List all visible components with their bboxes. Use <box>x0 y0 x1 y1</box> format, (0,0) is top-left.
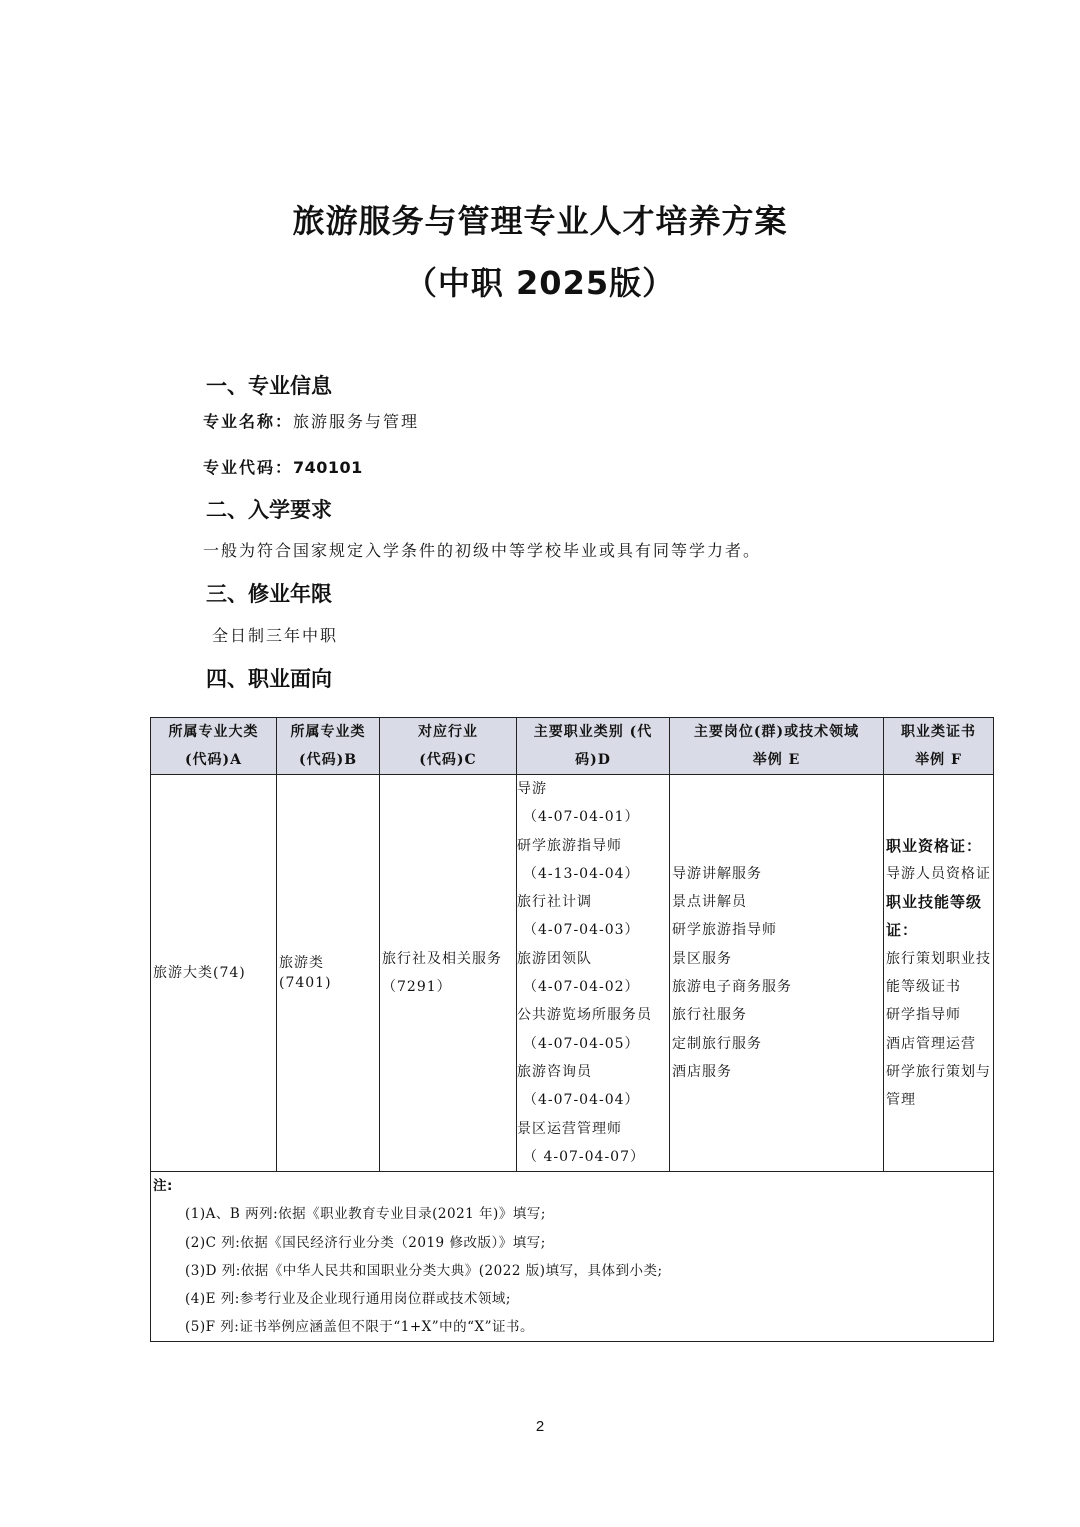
occupation-code: （4-07-04-03） <box>523 922 640 939</box>
cell-industry <box>380 775 517 1172</box>
occupation-code: （4-07-04-02） <box>523 979 640 996</box>
note-item: (1)A、B 两列:依据《职业教育专业目录(2021 年)》填写; <box>185 1206 546 1223</box>
post-item: 景点讲解员 <box>672 894 747 911</box>
header-line: 举例 E <box>752 752 801 768</box>
duration-text: 全日制三年中职 <box>212 626 339 645</box>
post-item: 研学旅游指导师 <box>672 922 777 939</box>
header-line: 码)D <box>575 752 611 768</box>
header-major-category <box>151 718 277 775</box>
header-line: (代码)C <box>419 752 477 768</box>
note-item: (3)D 列:依据《中华人民共和国职业分类大典》(2022 版)填写，具体到小类; <box>185 1262 663 1279</box>
notes-list <box>151 1200 993 1341</box>
header-line: 职业类证书 <box>901 724 976 740</box>
certificate-item: 酒店管理运营 <box>886 1035 976 1052</box>
header-line: 主要职业类别 (代 <box>533 724 653 740</box>
occupation-code: （4-07-04-05） <box>523 1035 640 1052</box>
major-class-name: 旅游类 <box>279 955 324 972</box>
post-item: 定制旅行服务 <box>672 1035 762 1052</box>
table-row <box>151 775 994 1172</box>
header-line: 所属专业类 <box>290 724 366 740</box>
header-line: 主要岗位(群)或技术领域 <box>693 724 860 740</box>
certificate-item: 研学指导师 <box>886 1007 961 1024</box>
major-name-line <box>203 409 419 432</box>
major-code-line <box>203 455 363 478</box>
cell-major-category <box>151 775 277 1172</box>
document-subtitle: （中职 2025版） <box>404 264 676 302</box>
section-heading-duration: 三、修业年限 <box>206 582 332 606</box>
notes-row <box>151 1172 994 1342</box>
header-line: 对应行业 <box>418 724 478 740</box>
certificate-category: 职业资格证： <box>886 836 983 855</box>
header-industry <box>380 718 517 775</box>
post-item: 景区服务 <box>672 950 732 967</box>
section-heading-major-info: 一、专业信息 <box>206 374 332 398</box>
occupation-code: （4-07-04-04） <box>523 1092 640 1109</box>
header-line: 举例 F <box>915 752 962 768</box>
major-name-label: 专业名称： <box>203 412 294 431</box>
post-item: 旅行社服务 <box>672 1007 747 1024</box>
industry-code: （7291） <box>382 979 452 996</box>
cell-occupations <box>517 775 670 1172</box>
header-posts <box>670 718 884 775</box>
section-heading-career: 四、职业面向 <box>206 667 332 691</box>
occupation-name: 导游 <box>517 781 547 797</box>
section-heading-admission: 二、入学要求 <box>206 498 332 522</box>
major-name-value: 旅游服务与管理 <box>293 412 420 431</box>
admission-text: 一般为符合国家规定入学条件的初级中等学校毕业或具有同等学力者。 <box>203 541 762 560</box>
major-category-text: 旅游大类(74) <box>153 964 246 981</box>
occupation-name: 公共游览场所服务员 <box>517 1007 652 1024</box>
occupation-list <box>517 775 669 1171</box>
note-item: (5)F 列:证书举例应涵盖但不限于“1+X”中的“X”证书。 <box>185 1319 535 1336</box>
certificate-item: 研学旅行策划与管理 <box>886 1063 991 1109</box>
header-occupation <box>517 718 670 775</box>
note-item: (4)E 列:参考行业及企业现行通用岗位群或技术领域; <box>185 1290 511 1307</box>
notes-cell <box>151 1172 994 1342</box>
document-title: 旅游服务与管理专业人才培养方案 <box>292 202 788 240</box>
certificate-item: 导游人员资格证 <box>886 865 991 882</box>
certificate-item: 旅行策划职业技能等级证书 <box>886 950 991 996</box>
industry-name: 旅行社及相关服务 <box>382 951 502 968</box>
occupation-name: 景区运营管理师 <box>517 1120 622 1137</box>
cell-major-class <box>277 775 380 1172</box>
post-item: 酒店服务 <box>672 1063 732 1080</box>
header-line: (代码)B <box>298 752 358 768</box>
cell-certificates <box>884 775 994 1172</box>
occupation-name: 旅行社计调 <box>517 894 592 911</box>
notes-title: 注: <box>153 1178 173 1195</box>
major-code-value: 740101 <box>293 458 363 477</box>
post-list <box>670 860 883 1086</box>
major-code-label: 专业代码： <box>203 458 294 477</box>
header-line: (代码)A <box>184 752 243 768</box>
certificate-category: 职业技能等级证： <box>886 893 983 940</box>
occupation-name: 旅游团领队 <box>517 950 592 967</box>
table-header-row <box>151 718 994 775</box>
note-item: (2)C 列:依据《国民经济行业分类（2019 修改版）》填写; <box>185 1234 546 1251</box>
occupation-code: （ 4-07-04-07） <box>523 1148 645 1165</box>
post-item: 旅游电子商务服务 <box>672 979 792 996</box>
cell-posts <box>670 775 884 1172</box>
occupation-name: 研学旅游指导师 <box>517 837 622 854</box>
occupation-code: （4-07-04-01） <box>523 809 640 826</box>
occupation-name: 旅游咨询员 <box>517 1063 592 1080</box>
header-major-class <box>277 718 380 775</box>
certificate-list <box>884 832 993 1115</box>
post-item: 导游讲解服务 <box>672 865 762 882</box>
major-class-code: (7401) <box>279 975 332 992</box>
career-table <box>150 717 994 1342</box>
header-certificates <box>884 718 994 775</box>
page-number: 2 <box>535 1418 545 1435</box>
occupation-code: （4-13-04-04） <box>523 865 640 882</box>
header-line: 所属专业大类 <box>168 724 259 740</box>
